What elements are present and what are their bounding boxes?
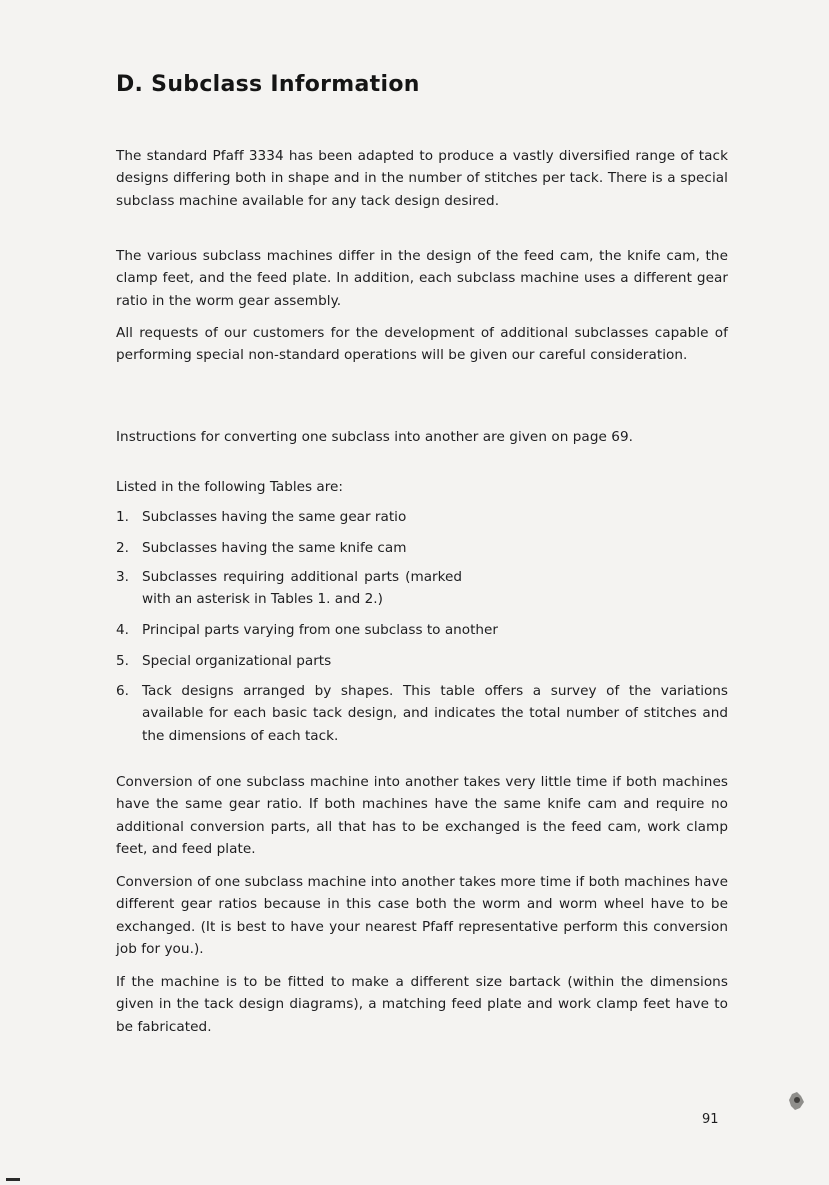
list-item bbox=[116, 537, 728, 559]
list-item-number: 2. bbox=[116, 540, 129, 556]
list-item-text: Subclasses having the same gear ratio bbox=[142, 509, 407, 525]
list-item-text: Subclasses requiring additional parts (marked with an asterisk in Tables 1. and 2.) bbox=[142, 569, 462, 608]
list-item bbox=[116, 650, 728, 672]
ink-spot-icon bbox=[786, 1090, 806, 1112]
list-item-text: Principal parts varying from one subclass to another bbox=[142, 622, 498, 638]
paragraph-subclass-differences: The various subclass machines differ in the design of the feed cam, the knife cam, the clamp feet, and the feed plate. In addition, each subclass machine uses a different gear ratio in the worm gear assembly. bbox=[116, 248, 728, 309]
list-item bbox=[116, 619, 728, 641]
paragraph-conversion-reference: Instructions for converting one subclass into another are given on page 69. bbox=[116, 429, 634, 445]
list-item bbox=[116, 680, 728, 747]
section-heading: D. Subclass Information bbox=[116, 72, 420, 97]
paragraph-custom-bartack: If the machine is to be fitted to make a different size bartack (within the dimensions given in the tack design diagrams), a matching feed plate and work clamp feet have to be fabricated. bbox=[116, 974, 728, 1035]
list-item-number: 3. bbox=[116, 569, 129, 585]
list-item-number: 5. bbox=[116, 653, 129, 669]
paragraph-customer-requests: All requests of our customers for the development of additional subclasses capable of performing special non-standard operations will be given our careful consideration. bbox=[116, 325, 728, 364]
scan-edge-mark bbox=[6, 1178, 20, 1181]
list-item-number: 4. bbox=[116, 622, 129, 638]
list-item-number: 6. bbox=[116, 683, 129, 699]
list-item bbox=[116, 506, 728, 528]
list-item bbox=[116, 566, 728, 611]
paragraph-different-gear-ratio: Conversion of one subclass machine into another takes more time if both machines have different gear ratios because in this case both the worm and worm wheel have to be exchanged. (It is best to have your nearest Pfaff representative perform this conversion job for you.). bbox=[116, 874, 728, 958]
list-item-number: 1. bbox=[116, 509, 129, 525]
list-item-text: Subclasses having the same knife cam bbox=[142, 540, 407, 556]
page-number: 91 bbox=[702, 1112, 719, 1127]
list-item-text: Special organizational parts bbox=[142, 653, 332, 669]
paragraph-same-gear-ratio: Conversion of one subclass machine into another takes very little time if both machines have the same gear ratio. If both machines have the same knife cam and require no additional conversion parts, all that has to be exchanged is the feed cam, work clamp feet, and feed plate. bbox=[116, 774, 728, 858]
list-intro: Listed in the following Tables are: bbox=[116, 479, 343, 495]
paragraph-intro: The standard Pfaff 3334 has been adapted to produce a vastly diversified range of tack designs differing both in shape and in the number of stitches per tack. There is a special subclass machine available for any tack design desired. bbox=[116, 148, 728, 209]
list-item-text: Tack designs arranged by shapes. This table offers a survey of the variations available for each basic tack design, and indicates the total number of stitches and the dimensions of each tack. bbox=[142, 683, 728, 744]
